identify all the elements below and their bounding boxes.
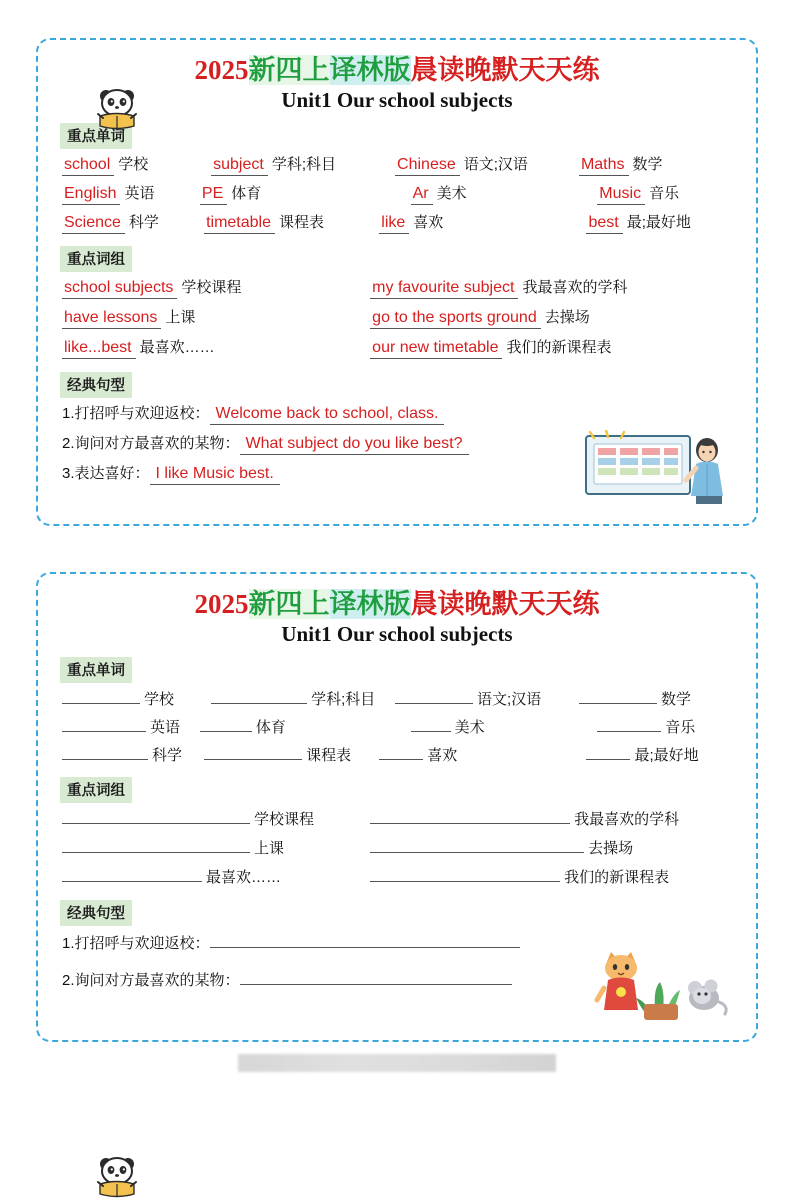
answer-blank[interactable] (62, 807, 250, 824)
phrase-row (52, 306, 742, 329)
title-edition-a: 新四上 (248, 55, 330, 85)
phrase-row-blank (52, 865, 742, 887)
answer-blank[interactable] (211, 687, 307, 704)
answer-blank[interactable] (200, 715, 252, 732)
word-en: school (62, 156, 114, 176)
answer-blank[interactable] (240, 967, 512, 985)
phrase-en: school subjects (62, 279, 177, 299)
word-en: PE (200, 185, 227, 205)
title-edition-b: 译林版 (329, 589, 411, 619)
word-en: best (586, 214, 622, 234)
answer-blank[interactable] (62, 743, 148, 760)
word-cn: 美术 (454, 719, 485, 736)
answer-blank[interactable] (62, 687, 140, 704)
word-cn: 数学 (660, 691, 691, 708)
word-cn: 科学 (128, 214, 159, 231)
phrase-cn: 学校课程 (254, 811, 315, 828)
footer-watermark-bar (238, 1054, 556, 1072)
sentence-row (52, 402, 742, 425)
phrase-row (52, 276, 742, 299)
section-tag-phrases: 重点词组 (60, 246, 132, 272)
word-en: Ar (411, 185, 433, 205)
word-cn: 语文;汉语 (477, 691, 542, 708)
word-cn: 科学 (152, 747, 183, 764)
word-cn: 体育 (231, 185, 262, 202)
word-cn: 学校 (144, 691, 175, 708)
word-en: English (62, 185, 120, 205)
word-cn: 喜欢 (427, 747, 458, 764)
answer-blank[interactable] (370, 865, 560, 882)
word-cn: 体育 (255, 719, 286, 736)
answer-blank[interactable] (395, 687, 473, 704)
word-cn: 音乐 (649, 185, 680, 202)
word-cn: 最;最好地 (626, 214, 691, 231)
answer-blank[interactable] (210, 930, 520, 948)
phrase-en: my favourite subject (370, 279, 518, 299)
phrase-cn: 去操场 (544, 309, 590, 326)
section-tag-sentences: 经典句型 (60, 900, 132, 926)
sentence-value: Welcome back to school, class. (210, 405, 445, 425)
answer-blank[interactable] (597, 715, 661, 732)
phrase-cn: 上课 (165, 309, 196, 326)
word-en: Music (597, 185, 645, 205)
word-cn: 数学 (632, 156, 663, 173)
sentence-label: 1.打招呼与欢迎返校： (62, 405, 210, 422)
teacher-blackboard-illustration (584, 430, 734, 506)
word-row (52, 211, 742, 234)
word-row-blank (52, 687, 742, 709)
answer-blank[interactable] (370, 836, 584, 853)
sentence-label: 2.询问对方最喜欢的某物： (62, 972, 240, 989)
word-en: Maths (579, 156, 629, 176)
sentence-label: 1.打招呼与欢迎返校： (62, 935, 210, 952)
section-tag-sentences: 经典句型 (60, 372, 132, 398)
section-tag-phrases: 重点词组 (60, 777, 132, 803)
phrase-row (52, 336, 742, 359)
cat-and-mouse-illustration (588, 948, 730, 1022)
sentence-label: 3.表达喜好： (62, 465, 150, 482)
title-row (52, 582, 742, 626)
sentence-value: I like Music best. (150, 465, 280, 485)
phrase-cn: 上课 (254, 840, 285, 857)
section-tag-words: 重点单词 (60, 123, 132, 149)
word-cn: 课程表 (278, 214, 324, 231)
phrase-en: our new timetable (370, 339, 502, 359)
word-cn: 学科;科目 (311, 691, 376, 708)
word-cn: 课程表 (306, 747, 352, 764)
title-series: 晨读晚默天天练 (410, 589, 600, 619)
title-edition-b: 译林版 (329, 55, 411, 85)
answer-blank[interactable] (379, 743, 423, 760)
word-cn: 音乐 (665, 719, 696, 736)
phrase-cn: 最喜欢…… (206, 869, 282, 886)
word-row-blank (52, 715, 742, 737)
word-cn: 英语 (124, 185, 155, 202)
word-row (52, 182, 742, 205)
word-en: timetable (204, 214, 275, 234)
answer-blank[interactable] (62, 836, 250, 853)
word-cn: 学科;科目 (271, 156, 336, 173)
answer-blank[interactable] (370, 807, 570, 824)
word-row (52, 153, 742, 176)
answer-blank[interactable] (579, 687, 657, 704)
phrase-cn: 最喜欢…… (139, 339, 215, 356)
phrase-cn: 我们的新课程表 (564, 869, 670, 886)
word-cn: 语文;汉语 (463, 156, 528, 173)
phrase-cn: 我最喜欢的学科 (522, 279, 628, 296)
title-edition-a: 新四上 (248, 589, 330, 619)
answer-blank[interactable] (586, 743, 630, 760)
phrase-cn: 我最喜欢的学科 (574, 811, 680, 828)
word-cn: 学校 (118, 156, 149, 173)
worksheet-card-blank (36, 572, 758, 1042)
sentence-value: What subject do you like best? (240, 435, 469, 455)
answer-blank[interactable] (62, 715, 146, 732)
panda-reading-icon (94, 1154, 144, 1200)
answer-blank[interactable] (62, 865, 202, 882)
panda-reading-icon (94, 86, 144, 132)
unit-subtitle: Unit1 Our school subjects (281, 622, 513, 646)
word-cn: 最;最好地 (634, 747, 699, 764)
word-en: Science (62, 214, 125, 234)
word-en: Chinese (395, 156, 460, 176)
title-year: 2025 (194, 55, 249, 85)
word-row-blank (52, 743, 742, 765)
unit-subtitle: Unit1 Our school subjects (281, 88, 513, 112)
phrase-row-blank (52, 807, 742, 829)
word-cn: 喜欢 (413, 214, 444, 231)
word-cn: 美术 (436, 185, 467, 202)
word-cn: 英语 (150, 719, 181, 736)
phrase-row-blank (52, 836, 742, 858)
phrase-en: go to the sports ground (370, 309, 541, 329)
phrase-cn: 学校课程 (181, 279, 242, 296)
title-row (52, 48, 742, 92)
title-series: 晨读晚默天天练 (410, 55, 600, 85)
section-tag-words: 重点单词 (60, 657, 132, 683)
sentence-label: 2.询问对方最喜欢的某物： (62, 435, 240, 452)
answer-blank[interactable] (204, 743, 302, 760)
title-year: 2025 (194, 589, 249, 619)
phrase-en: have lessons (62, 309, 161, 329)
word-en: subject (211, 156, 268, 176)
phrase-cn: 去操场 (588, 840, 634, 857)
phrase-en: like...best (62, 339, 136, 359)
worksheet-card-filled (36, 38, 758, 526)
word-en: like (379, 214, 409, 234)
answer-blank[interactable] (411, 715, 451, 732)
phrase-cn: 我们的新课程表 (506, 339, 612, 356)
